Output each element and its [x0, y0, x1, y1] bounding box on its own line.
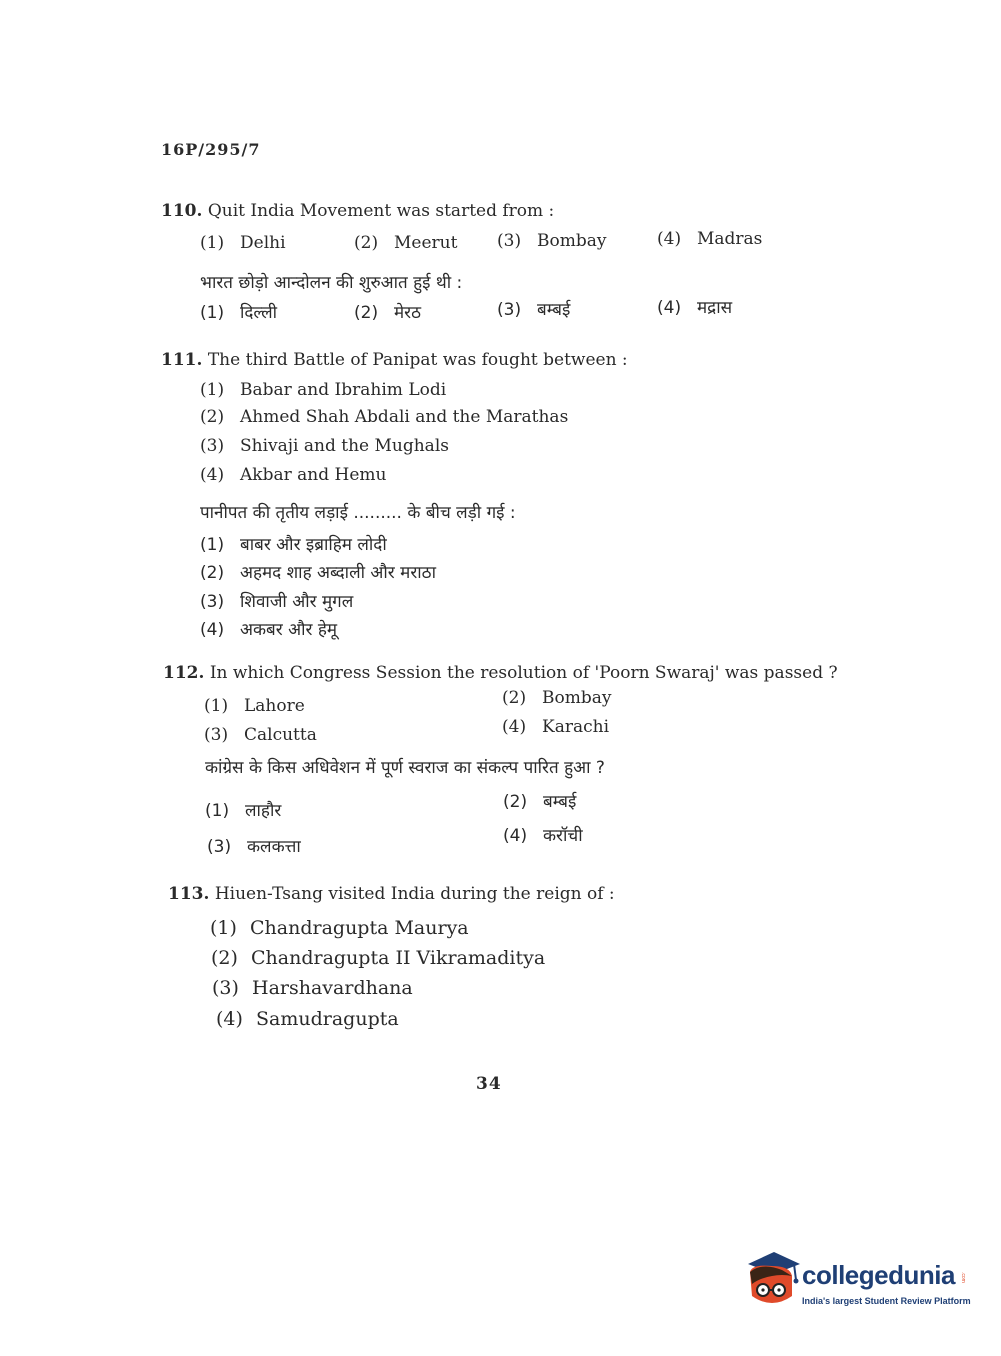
question-110-hindi: भारत छोड़ो आन्दोलन की शुरुआत हुई थी : — [200, 273, 463, 293]
question-112 — [163, 663, 838, 683]
option-110-3-hindi: (3) बम्बई — [497, 300, 571, 320]
option-112-1-hindi: (1) लाहौर — [205, 801, 282, 821]
option-111-1: (1) Babar and Ibrahim Lodi — [200, 380, 447, 400]
option-112-2-hindi: (2) बम्बई — [503, 792, 577, 812]
option-111-3-hindi: (3) शिवाजी और मुगल — [200, 592, 354, 612]
option-112-4-hindi: (4) करॉची — [503, 826, 583, 846]
option-112-1: (1) Lahore — [204, 696, 305, 716]
option-110-1-hindi: (1) दिल्ली — [200, 303, 278, 323]
option-113-4: (4) Samudragupta — [216, 1008, 399, 1030]
question-number: 111. — [161, 350, 203, 370]
option-113-2: (2) Chandragupta II Vikramaditya — [211, 947, 546, 969]
option-112-4: (4) Karachi — [502, 717, 610, 737]
question-111-hindi: पानीपत की तृतीय लड़ाई ......... के बीच लड़ी गई : — [200, 503, 516, 523]
logo-suffix: .com — [960, 1272, 966, 1283]
question-text: Hiuen-Tsang visited India during the reign of : — [214, 884, 615, 904]
option-113-3: (3) Harshavardhana — [212, 977, 413, 999]
option-110-4: (4) Madras — [657, 229, 763, 249]
paper-code: 16P/295/7 — [161, 140, 261, 159]
option-110-4-hindi: (4) मद्रास — [657, 298, 733, 318]
option-113-1: (1) Chandragupta Maurya — [210, 917, 469, 939]
logo-tagline: India's largest Student Review Platform — [802, 1296, 971, 1306]
collegedunia-logo — [742, 1250, 972, 1320]
option-112-3-hindi: (3) कलकत्ता — [207, 837, 301, 857]
question-number: 110. — [161, 201, 203, 221]
question-text: The third Battle of Panipat was fought between : — [207, 350, 628, 370]
option-112-2: (2) Bombay — [502, 688, 612, 708]
question-number: 112. — [163, 663, 205, 683]
option-111-4-hindi: (4) अकबर और हेमू — [200, 620, 338, 640]
page-number: 34 — [476, 1074, 502, 1094]
option-112-3: (3) Calcutta — [204, 725, 317, 745]
option-111-4: (4) Akbar and Hemu — [200, 465, 387, 485]
option-110-1: (1) Delhi — [200, 233, 286, 253]
option-111-2: (2) Ahmed Shah Abdali and the Marathas — [200, 407, 569, 427]
question-text: In which Congress Session the resolution of 'Poorn Swaraj' was passed ? — [209, 663, 838, 683]
question-112-hindi: कांग्रेस के किस अधिवेशन में पूर्ण स्वराज का संकल्प पारित हुआ ? — [205, 758, 605, 778]
question-text: Quit India Movement was started from : — [207, 201, 555, 221]
option-110-2: (2) Meerut — [354, 233, 458, 253]
option-110-2-hindi: (2) मेरठ — [354, 303, 421, 323]
question-111 — [161, 350, 628, 370]
question-110 — [161, 201, 554, 221]
option-110-3: (3) Bombay — [497, 231, 607, 251]
option-111-2-hindi: (2) अहमद शाह अब्दाली और मराठा — [200, 563, 436, 583]
option-111-3: (3) Shivaji and the Mughals — [200, 436, 449, 456]
question-number: 113. — [168, 884, 210, 904]
question-113 — [168, 884, 615, 904]
option-111-1-hindi: (1) बाबर और इब्राहिम लोदी — [200, 535, 387, 555]
logo-name: collegedunia — [802, 1260, 955, 1290]
mascot-icon — [742, 1250, 802, 1316]
